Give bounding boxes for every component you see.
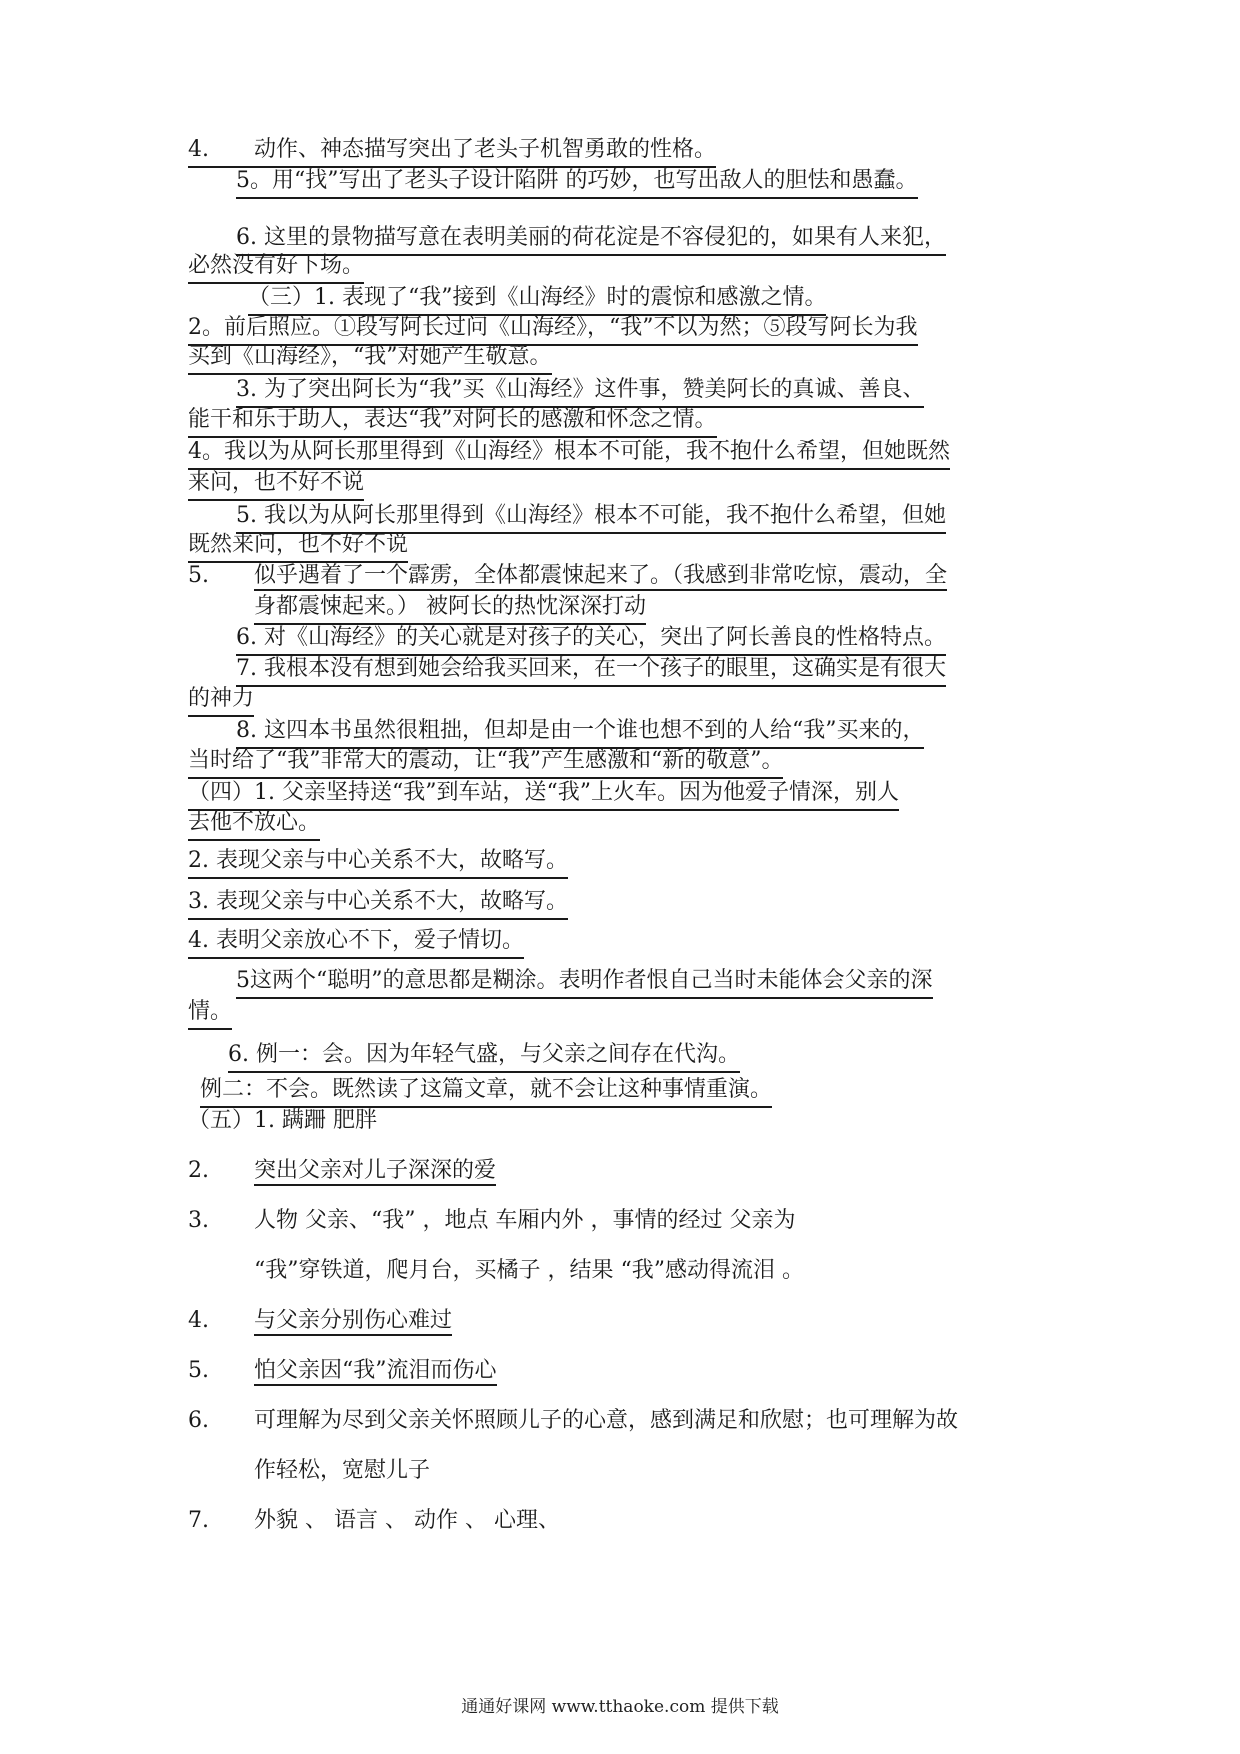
answer-line xyxy=(188,1156,496,1186)
answer-line xyxy=(200,1075,772,1108)
line-text: （三）1. 表现了“我”接到《山海经》时的震惊和感激之情。 xyxy=(248,285,827,310)
line-text: 4. 表明父亲放心不下，爱子情切。 xyxy=(188,928,524,953)
line-text: 当时给了“我”非常大的震动，让“我”产生感激和“新的敬意”。 xyxy=(188,748,784,773)
page-footer: 通通好课网 www.tthaoke.com 提供下载 xyxy=(461,1697,779,1717)
answer-line xyxy=(188,1206,795,1236)
answer-line xyxy=(188,561,947,591)
answer-line xyxy=(188,926,524,959)
line-text: 人物 父亲、“我” ，地点 车厢内外 ，事情的经过 父亲为 xyxy=(254,1208,796,1233)
answer-line xyxy=(188,746,783,779)
item-number: 7. xyxy=(188,1508,209,1533)
line-text: 6. 这里的景物描写意在表明美丽的荷花淀是不容侵犯的，如果有人来犯， xyxy=(236,225,946,250)
answer-line xyxy=(188,1306,452,1336)
answer-line xyxy=(188,468,364,501)
line-text: 买到《山海经》，“我”对她产生敬意。 xyxy=(188,344,552,369)
line-text: 能干和乐于助人，表达“我”对阿长的感激和怀念之情。 xyxy=(188,407,717,432)
line-text: （四）1. 父亲坚持送“我”到车站，送“我”上火车。因为他爱子情深，别人 xyxy=(188,780,899,805)
answer-line xyxy=(188,135,716,168)
item-number: 5. xyxy=(188,1358,209,1383)
item-number: 2. xyxy=(188,1158,209,1183)
answer-line xyxy=(188,405,717,438)
line-text: 3. 表现父亲与中心关系不大，故略写。 xyxy=(188,889,568,914)
line-text: “我”穿铁道，爬月台，买橘子 ，结果 “我”感动得流泪 。 xyxy=(254,1258,804,1283)
line-text: 情。 xyxy=(188,999,233,1024)
answer-line xyxy=(236,966,933,999)
item-number: 4. xyxy=(188,1308,209,1333)
line-text: 4。我以为从阿长那里得到《山海经》根本不可能，我不抱什么希望，但她既然 xyxy=(188,439,950,464)
line-text: 必然没有好下场。 xyxy=(188,253,365,278)
answer-line xyxy=(228,1040,740,1073)
answer-line xyxy=(236,623,946,656)
answer-line xyxy=(188,1106,377,1136)
line-text: 例二：不会。既然读了这篇文章，就不会让这种事情重演。 xyxy=(200,1077,773,1102)
item-number: 5. xyxy=(188,563,209,588)
answer-line xyxy=(254,1256,804,1286)
line-text: 身都震悚起来。） 被阿长的热忱深深打动 xyxy=(254,594,646,619)
answer-line xyxy=(236,166,918,199)
answer-line xyxy=(236,654,946,687)
line-text: 突出父亲对儿子深深的爱 xyxy=(254,1158,496,1186)
answer-line xyxy=(236,375,924,408)
line-text: 6. 对《山海经》的关心就是对孩子的关心，突出了阿长善良的性格特点。 xyxy=(236,625,946,650)
answer-line xyxy=(254,592,646,625)
answer-line xyxy=(254,1456,430,1486)
line-text: （五）1. 蹒跚 肥胖 xyxy=(188,1108,377,1133)
line-text: 去他不放心。 xyxy=(188,810,321,835)
answer-line xyxy=(188,437,950,470)
item-number: 3. xyxy=(188,1208,209,1233)
answer-line xyxy=(188,778,899,811)
line-text: 5。用“找”写出了老头子设计陷阱 的巧妙，也写出敌人的胆怯和愚蠢。 xyxy=(236,168,918,193)
answer-line xyxy=(188,846,568,879)
line-text: 的神力 xyxy=(188,686,255,711)
answer-line xyxy=(188,684,254,717)
line-text: 8. 这四本书虽然很粗拙，但却是由一个谁也想不到的人给“我”买来的， xyxy=(236,718,925,743)
line-text: 3. 为了突出阿长为“我”买《山海经》这件事，赞美阿长的真诚、善良、 xyxy=(236,377,925,402)
answer-line xyxy=(188,1506,560,1536)
answer-line xyxy=(188,530,408,563)
answer-line xyxy=(188,1356,497,1386)
line-text: 7. 我根本没有想到她会给我买回来，在一个孩子的眼里，这确实是有很大 xyxy=(236,656,946,681)
item-number: 6. xyxy=(188,1408,209,1433)
answer-line xyxy=(188,342,552,375)
item-number: 4. xyxy=(188,137,209,162)
line-text: 与父亲分别伤心难过 xyxy=(254,1308,452,1336)
line-text: 动作、神态描写突出了老头子机智勇敢的性格。 xyxy=(254,137,717,162)
line-text: 6. 例一：会。因为年轻气盛，与父亲之间存在代沟。 xyxy=(228,1042,740,1067)
line-text: 5. 我以为从阿长那里得到《山海经》根本不可能，我不抱什么希望，但她 xyxy=(236,503,946,528)
line-text: 作轻松，宽慰儿子 xyxy=(254,1458,431,1483)
line-text: 5这两个“聪明”的意思都是糊涂。表明作者恨自己当时未能体会父亲的深 xyxy=(236,968,933,993)
line-text: 2。前后照应。①段写阿长过问《山海经》，“我”不以为然；⑤段写阿长为我 xyxy=(188,315,918,340)
answer-line xyxy=(248,283,826,316)
answer-line xyxy=(188,997,232,1030)
answer-line xyxy=(188,251,364,284)
line-text: 外貌 、 语言 、 动作 、 心理、 xyxy=(254,1508,560,1533)
answer-line xyxy=(188,887,568,920)
answer-line xyxy=(188,1406,958,1436)
line-text: 2. 表现父亲与中心关系不大，故略写。 xyxy=(188,848,568,873)
line-text: 似乎遇着了一个霹雳，全体都震悚起来了。（我感到非常吃惊，震动，全 xyxy=(254,563,947,591)
line-text: 来问，也不好不说 xyxy=(188,470,365,495)
line-text: 既然来问，也不好不说 xyxy=(188,532,409,557)
line-text: 可理解为尽到父亲关怀照顾儿子的心意，感到满足和欣慰；也可理解为故 xyxy=(254,1408,959,1433)
answer-line xyxy=(236,716,924,749)
answer-line xyxy=(188,808,320,841)
line-text: 怕父亲因“我”流泪而伤心 xyxy=(254,1358,497,1386)
